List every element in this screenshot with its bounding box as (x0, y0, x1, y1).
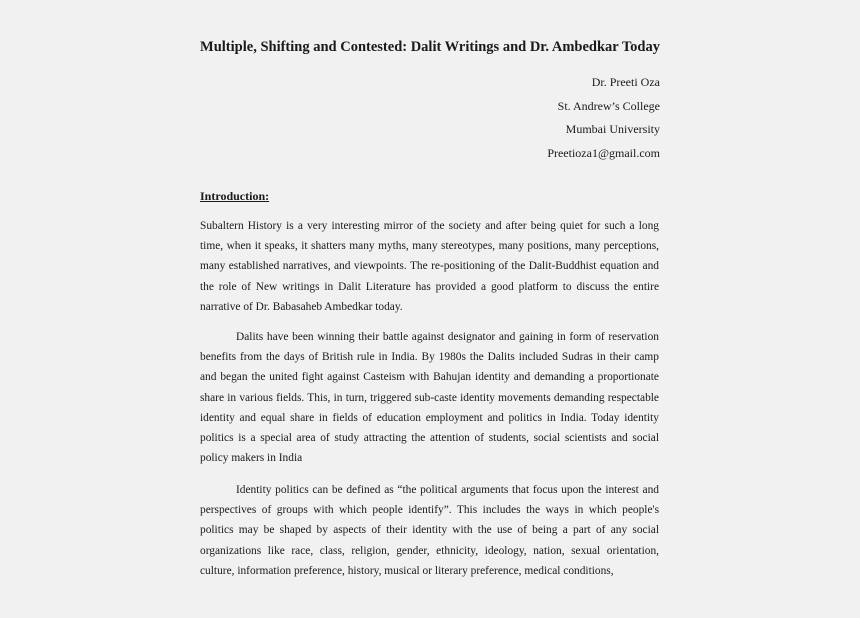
paragraph-1: Subaltern History is a very interesting mirror of the society and after being quiet for such a long time, when it speaks, it shatters many myths, many stereotypes, many positions, many perceptions, many established narratives, and viewpoints. The re-positioning of the Dalit-Buddhist equation and the role of New writings in Dalit Literature has provided a good platform to discuss the entire narrative of Dr. Babasaheb Ambedkar today. (200, 220, 659, 313)
paragraph-3: Identity politics can be defined as “the political arguments that focus upon the interest and perspectives of groups with which people identify”. This includes the ways in which people's politics may be shaped by aspects of their identity with the use of being a part of any social organizations like race, class, religion, gender, ethnicity, ideology, nation, sexual orientation, culture, information preference, history, musical or literary preference, medical conditions, (200, 484, 659, 577)
author-block (547, 71, 660, 166)
author-university: Mumbai University (565, 122, 660, 137)
section-heading-introduction: Introduction: (200, 189, 270, 203)
paragraph-2: Dalits have been winning their battle against designator and gaining in form of reservation benefits from the days of British rule in India. By 1980s the Dalits included Sudras in their camp and began the united fight against Casteism with Bahujan identity and demanding a proportionate share in various fields. This, in turn, triggered sub-caste identity movements demanding respectable identity and equal share in fields of education employment and politics in India. Today identity politics is a special area of study attracting the attention of students, social scientists and social policy makers in India (200, 331, 659, 465)
author-name: Dr. Preeti Oza (591, 75, 660, 89)
paper-title: Multiple, Shifting and Contested: Dalit Writings and Dr. Ambedkar Today (200, 39, 660, 55)
author-email: Preetioza1@gmail.com (547, 146, 660, 161)
author-college: St. Andrew’s College (557, 98, 660, 113)
